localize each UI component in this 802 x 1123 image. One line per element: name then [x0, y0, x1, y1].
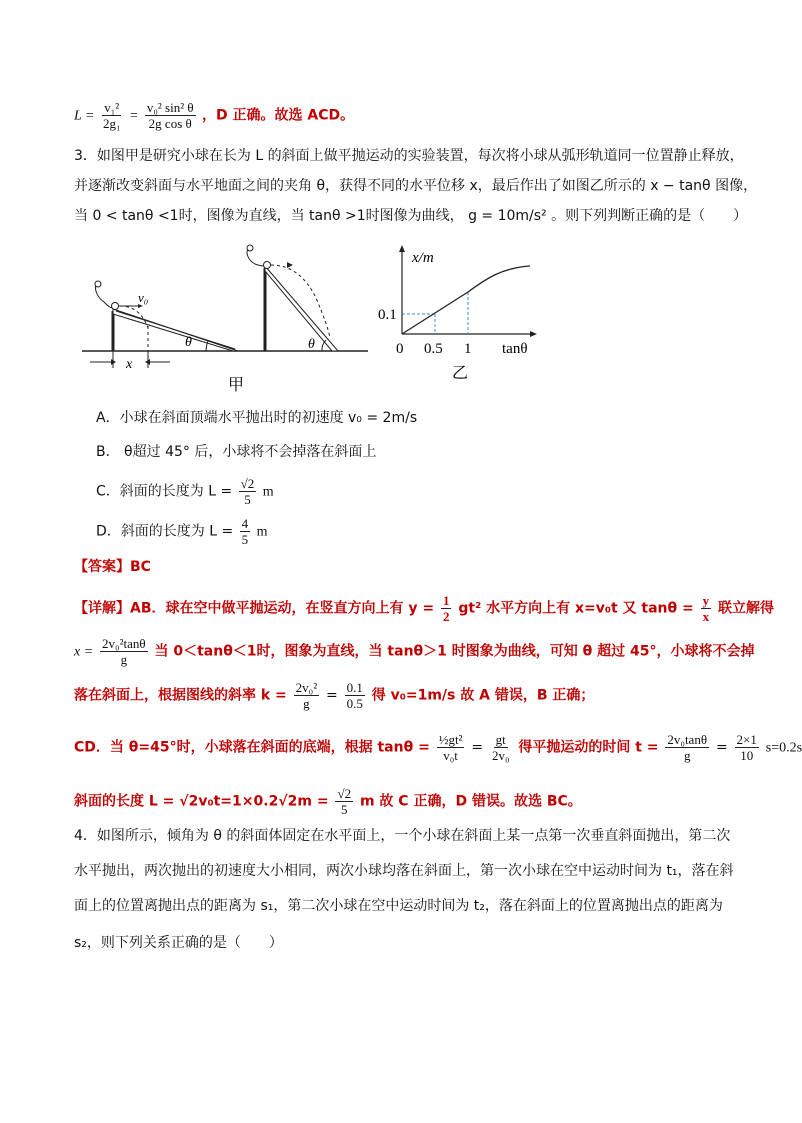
option-d: D．斜面的长度为 L = $\frac{4}{5}$ m: [96, 516, 268, 547]
option-b: B． θ超过 45° 后，小球将不会掉落在斜面上: [96, 444, 377, 460]
graph-curve: [402, 266, 530, 334]
fraction: $\frac{2\times 1}{10}$: [736, 732, 757, 763]
tick-0-5: 0.5: [424, 341, 443, 357]
label-yi: 乙: [452, 363, 469, 382]
fraction: $\frac{\text{2v₀tanθ}}{g}$: [667, 732, 708, 763]
fraction: $\frac{0.1}{0.5}$: [346, 680, 363, 711]
option-c: C．斜面的长度为 L = $\frac{√2}{5}$ m: [96, 476, 274, 507]
option-a: A．小球在斜面顶端水平抛出时的初速度 v₀ = 2m/s: [96, 410, 418, 426]
y-axis-label: x/m: [412, 250, 434, 266]
conclusion-text: ，D 正确。故选 ACD。: [202, 107, 355, 124]
fraction: $\frac{y}{x}$: [702, 593, 710, 624]
q4-line-4: s₂，则下列关系正确的是（ ）: [74, 935, 283, 951]
detail-line-2: x = $\frac{\text{2v₀²tanθ}}{g}$ 当 0＜tanθ＜1时，图象为直线，当 tanθ＞1 时图象为曲线，可知 θ 超过 45°，小球将不会掉: [74, 636, 755, 667]
fraction: $\frac{\text{v₁²}}{\text{2g₁}}$: [102, 100, 121, 131]
fraction: $\frac{√2}{5}$: [240, 476, 255, 507]
top-formula: L = $\frac{\text{v₁²}}{\text{2g₁}}$ = $\frac{\text{v₀² sin² θ}}{\text{2g cos θ}}$ ，D 正确。故选 ACD。: [74, 100, 355, 131]
fraction: $\frac{4}{5}$: [241, 516, 249, 547]
q4-line-2: 水平抛出，两次抛出的初速度大小相同，两次小球均落在斜面上，第一次小球在空中运动时间为 t₁，落在斜: [74, 863, 734, 879]
q3-line-2: 并逐渐改变斜面与水平地面之间的夹角 θ，获得不同的水平位移 x，最后作出了如图乙所示的 x − tanθ 图像，: [74, 178, 758, 194]
v0-label: v₀: [138, 290, 149, 305]
theta-label: θ: [308, 337, 315, 352]
q3-line-3: 当 0 < tanθ <1时，图像为直线，当 tanθ >1时图像为曲线， g = 10m/s² 。则下列判断正确的是（ ）: [74, 208, 748, 224]
tick-0-1: 0.1: [378, 307, 397, 323]
label-jia: 甲: [228, 375, 245, 394]
fraction: $\frac{\text{2v₀²tanθ}}{g}$: [102, 636, 146, 667]
figure-jia: [80, 238, 370, 398]
detail-line-4: CD．当 θ=45°时，小球落在斜面的底端，根据 tanθ = $\frac{\text{½gt²}}{\text{v₀t}}$ = $\frac{gt}{\text{2v₀}}$ 得平抛运动的时间 t = $\frac{\text{2v₀tanθ}}{g}$ = $\frac{2\times 1}{10}$ s=0.2s: [74, 732, 802, 763]
x-dimension-label: x: [126, 357, 133, 372]
tick-1: 1: [464, 341, 472, 357]
x-axis-label: tanθ: [502, 341, 528, 357]
fraction: $\frac{1}{2}$: [442, 593, 450, 624]
formula-lhs: L =: [74, 108, 95, 124]
detail-line-5: 斜面的长度 L = √2v₀t=1×0.2√2m = $\frac{√2}{5}$ m 故 C 正确，D 错误。故选 BC。: [74, 786, 582, 817]
fraction: $\frac{\text{½gt²}}{\text{v₀t}}$: [438, 732, 463, 763]
detail-line-1: 【详解】AB．球在空中做平抛运动，在竖直方向上有 y = $\frac{1}{2}$ gt² 水平方向上有 x=v₀t 又 tanθ = $\frac{y}{x}$ 联立解得: [74, 593, 774, 624]
answer: 【答案】BC: [74, 559, 151, 575]
tick-0: 0: [396, 341, 404, 357]
detail-line-3: 落在斜面上，根据图线的斜率 k = $\frac{\text{2v₀²}}{g}$ = $\frac{0.1}{0.5}$ 得 v₀=1m/s 故 A 错误，B 正确；: [74, 680, 595, 711]
fraction: $\frac{\text{v₀² sin² θ}}{\text{2g cos θ}}$: [146, 100, 194, 131]
q3-line-1: 3．如图甲是研究小球在长为 L 的斜面上做平抛运动的实验装置，每次将小球从弧形轨道同一位置静止释放，: [74, 148, 744, 164]
q4-line-3: 面上的位置离抛出点的距离为 s₁，第二次小球在空中运动时间为 t₂，落在斜面上的位置离抛出点的距离为: [74, 898, 723, 914]
fraction: $\frac{gt}{\text{2v₀}}$: [491, 732, 510, 763]
fraction: $\frac{\text{2v₀²}}{g}$: [295, 680, 318, 711]
fraction: $\frac{√2}{5}$: [337, 786, 352, 817]
figure-yi: [372, 238, 552, 388]
theta-label: θ: [185, 335, 192, 350]
q4-line-1: 4．如图所示，倾角为 θ 的斜面体固定在水平面上，一个小球在斜面上某一点第一次垂直斜面抛出，第二次: [74, 828, 731, 844]
